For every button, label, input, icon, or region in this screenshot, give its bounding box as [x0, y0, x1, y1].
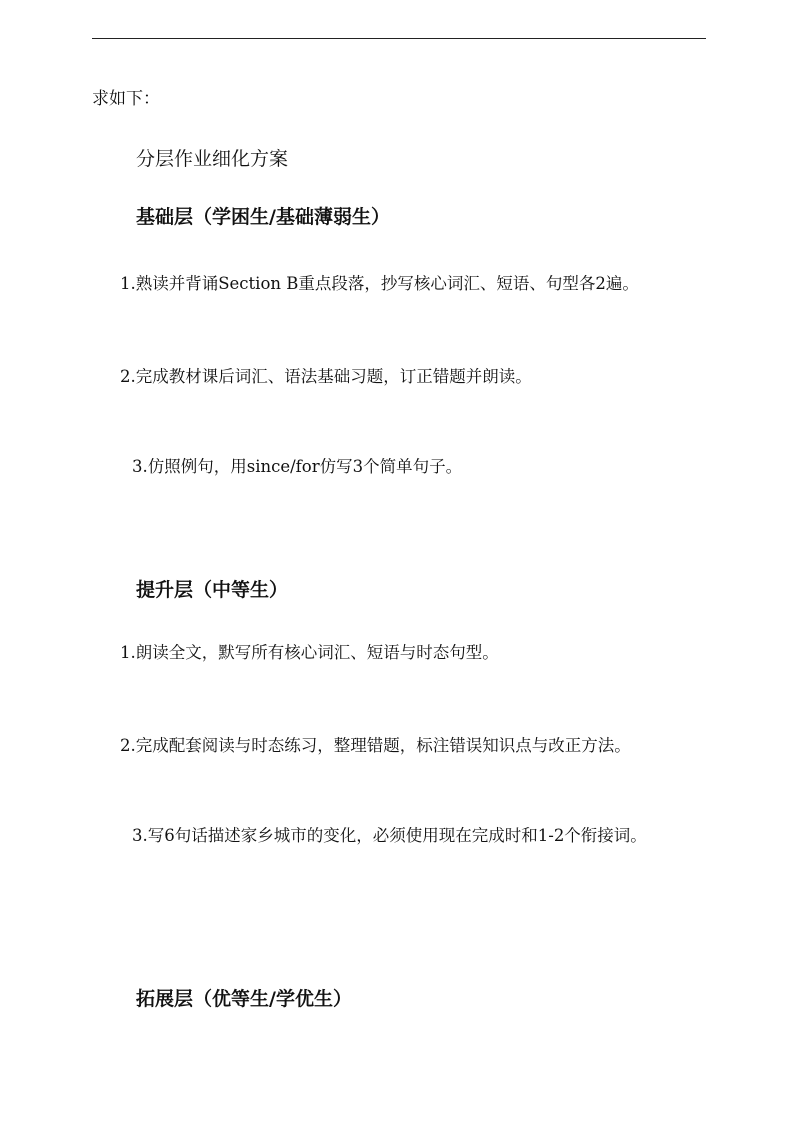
header-rule — [92, 38, 706, 39]
intermediate-item-1: 1.朗读全文，默写所有核心词汇、短语与时态句型。 — [120, 643, 499, 662]
section-heading-intermediate: 提升层（中等生） — [136, 579, 289, 601]
section-heading-basic: 基础层（学困生/基础薄弱生） — [136, 206, 390, 228]
basic-item-2: 2.完成教材课后词汇、语法基础习题，订正错题并朗读。 — [120, 367, 532, 386]
intro-text: 求如下： — [92, 89, 160, 109]
document-title: 分层作业细化方案 — [136, 148, 289, 170]
basic-item-3: 3.仿照例句，用since/for仿写3个简单句子。 — [132, 457, 463, 476]
basic-item-1: 1.熟读并背诵Section B重点段落，抄写核心词汇、短语、句型各2遍。 — [120, 274, 639, 293]
section-heading-advanced: 拓展层（优等生/学优生） — [136, 988, 352, 1010]
intermediate-item-3: 3.写6句话描述家乡城市的变化，必须使用现在完成时和1-2个衔接词。 — [132, 826, 647, 845]
intermediate-item-2: 2.完成配套阅读与时态练习，整理错题，标注错误知识点与改正方法。 — [120, 736, 631, 755]
